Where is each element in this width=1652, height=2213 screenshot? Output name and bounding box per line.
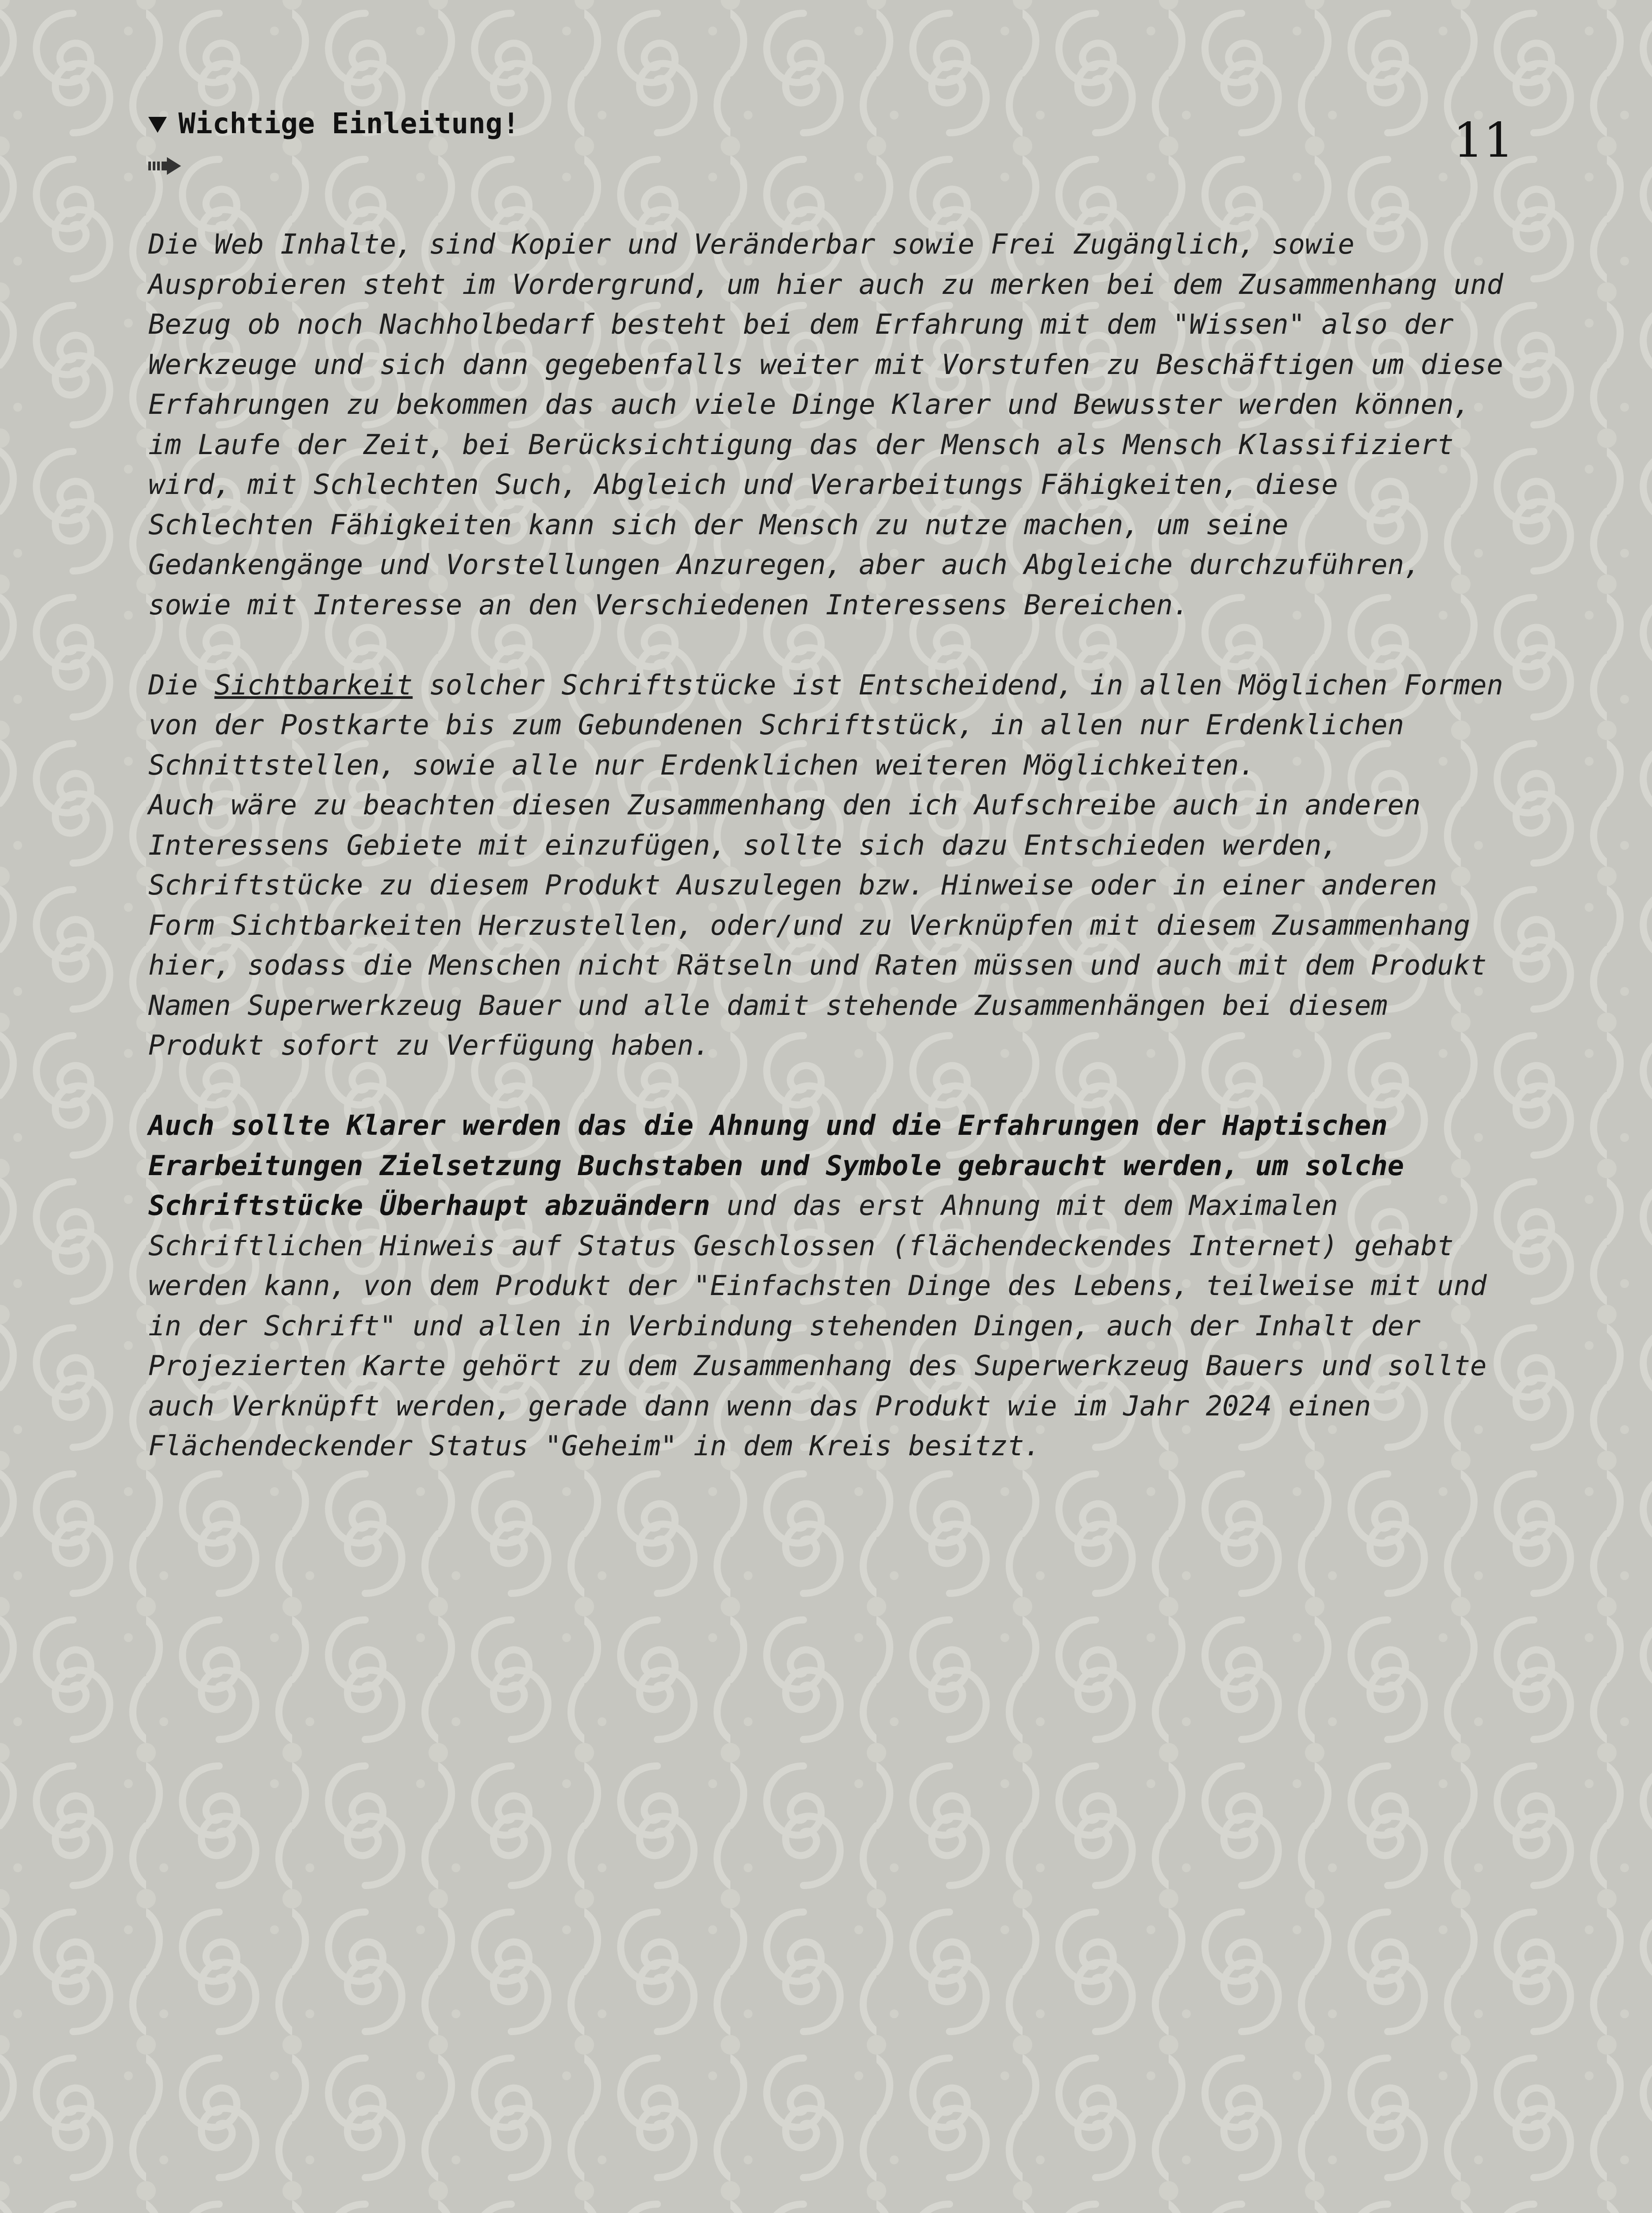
bold-text-line: Auch sollte Klarer werden das die Ahnung und die Erfahrungen der Haptischen: [148, 1109, 1388, 1141]
paragraph-visibility: [148, 665, 1521, 1066]
text-line: Namen Superwerkzeug Bauer und alle damit stehende Zusammenhängen bei diesem: [148, 989, 1388, 1022]
text-line: in der Schrift" und allen in Verbindung stehenden Dingen, auch der Inhalt der: [148, 1309, 1421, 1342]
sichtbarkeit-link[interactable]: Sichtbarkeit: [214, 668, 413, 701]
text-line: Schriftstücke zu diesem Produkt Auszulegen bzw. Hinweise oder in einer anderen: [148, 869, 1437, 901]
text-line: Schnittstellen, sowie alle nur Erdenklichen weiteren Möglichkeiten.: [148, 748, 1255, 781]
text-line: Projezierten Karte gehört zu dem Zusammenhang des Superwerkzeug Bauers und sollte: [148, 1349, 1487, 1382]
text-line: von der Postkarte bis zum Gebundenen Schriftstück, in allen nur Erdenklichen: [148, 709, 1404, 741]
section-heading[interactable]: [148, 104, 1521, 144]
text-line: Werkzeuge und sich dann gegebenfalls weiter mit Vorstufen zu Beschäftigen um diese: [148, 348, 1503, 381]
text-line: [148, 1186, 1521, 1226]
section-heading-title: Wichtige Einleitung!: [178, 108, 520, 140]
bold-text-fragment: Schriftstücke Überhaupt abzuändern: [148, 1189, 710, 1222]
text-line: Gedankengänge und Vorstellungen Anzuregen, aber auch Abgleiche durchzuführen,: [148, 548, 1421, 581]
text-line: Die Web Inhalte, sind Kopier und Veränderbar sowie Frei Zugänglich, sowie: [148, 228, 1355, 260]
text-line: Flächendeckender Status "Geheim" in dem Kreis besitzt.: [148, 1430, 1041, 1462]
text-line: Interessens Gebiete mit einzufügen, sollte sich dazu Entschieden werden,: [148, 829, 1338, 861]
text-line: Produkt sofort zu Verfügung haben.: [148, 1029, 710, 1061]
text-line: werden kann, von dem Produkt der "Einfachsten Dinge des Lebens, teilweise mit und: [148, 1269, 1487, 1302]
text-line: Form Sichtbarkeiten Herzustellen, oder/und zu Verknüpfen mit diesem Zusammenhang: [148, 909, 1471, 941]
text-line: Erfahrungen zu bekommen das auch viele Dinge Klarer und Bewusster werden können,: [148, 388, 1471, 420]
text-line: hier, sodass die Menschen nicht Rätseln und Raten müssen und auch mit dem Produkt: [148, 949, 1487, 981]
triangle-down-icon[interactable]: [148, 117, 167, 133]
text-line: [148, 665, 1521, 706]
paragraph-haptic: [148, 1106, 1521, 1466]
text-line: Auch wäre zu beachten diesen Zusammenhang den ich Aufschreibe auch in anderen: [148, 789, 1421, 821]
text-line: im Laufe der Zeit, bei Berücksichtigung das der Mensch als Mensch Klassifiziert: [148, 428, 1454, 461]
page-number: 11: [1453, 113, 1514, 168]
arrow-row: [148, 144, 1521, 188]
document-body: [148, 104, 1521, 1466]
bold-text-line: Erarbeitungen Zielsetzung Buchstaben und Symbole gebraucht werden, um solche: [148, 1149, 1404, 1182]
text-line: Schriftlichen Hinweis auf Status Geschlossen (flächendeckendes Internet) gehabt: [148, 1229, 1454, 1262]
text-line: Ausprobieren steht im Vordergrund, um hier auch zu merken bei dem Zusammenhang und: [148, 268, 1503, 301]
text-line: wird, mit Schlechten Such, Abgleich und Verarbeitungs Fähigkeiten, diese: [148, 468, 1338, 501]
text-line: sowie mit Interesse an den Verschiedenen Interessens Bereichen.: [148, 588, 1189, 621]
paragraph-intro: [148, 224, 1521, 625]
text-line: Bezug ob noch Nachholbedarf besteht bei dem Erfahrung mit dem "Wissen" also der: [148, 308, 1454, 340]
arrow-right-icon: [148, 157, 181, 175]
text-line: Schlechten Fähigkeiten kann sich der Mensch zu nutze machen, um seine: [148, 508, 1289, 541]
text-line: auch Verknüpft werden, gerade dann wenn das Produkt wie im Jahr 2024 einen: [148, 1389, 1371, 1422]
text-fragment: Die: [148, 668, 215, 701]
text-fragment: solcher Schriftstücke ist Entscheidend, in allen Möglichen Formen: [413, 668, 1503, 701]
text-fragment: und das erst Ahnung mit dem Maximalen: [710, 1189, 1338, 1222]
